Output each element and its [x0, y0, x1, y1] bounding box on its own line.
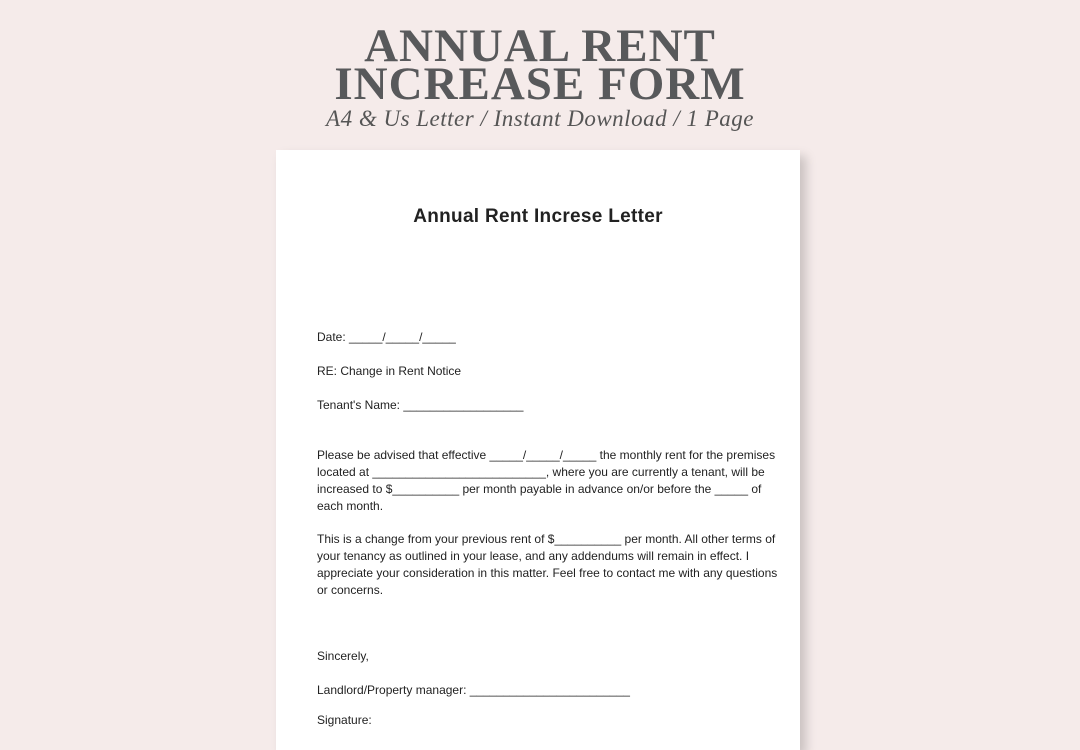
document-title: Annual Rent Increse Letter — [413, 206, 663, 227]
paragraph-line: or concerns. — [317, 583, 384, 597]
signature-line: Signature: — [317, 713, 372, 727]
re-line: RE: Change in Rent Notice — [317, 364, 462, 378]
paragraph-notice — [317, 447, 776, 515]
banner-subtitle: A4 & Us Letter / Instant Download / 1 Page — [326, 106, 754, 131]
tenant-name-line: Tenant's Name: __________________ — [317, 398, 524, 412]
paragraph-previous-rent — [317, 531, 778, 599]
paragraph-line: increased to $__________ per month payable in advance on/or before the _____ of — [317, 482, 762, 496]
closing-line: Sincerely, — [317, 649, 369, 663]
paragraph-line: each month. — [317, 499, 384, 513]
landlord-line: Landlord/Property manager: ________________________ — [317, 683, 630, 697]
paragraph-line: located at __________________________, where you are currently a tenant, will be — [317, 465, 765, 479]
date-line: Date: _____/_____/_____ — [317, 330, 456, 344]
paragraph-line: Please be advised that effective _____/_____/_____ the monthly rent for the premises — [317, 448, 776, 462]
banner-title-line-2: INCREASE FORM — [334, 58, 746, 110]
paragraph-line: your tenancy as outlined in your lease, and any addendums will remain in effect. I — [317, 549, 750, 563]
paragraph-line: appreciate your consideration in this matter. Feel free to contact me with any questions — [317, 566, 778, 580]
banner-title-line-1: ANNUAL RENT — [364, 20, 716, 72]
paragraph-line: This is a change from your previous rent of $__________ per month. All other terms of — [317, 532, 776, 546]
document-page — [276, 150, 800, 750]
